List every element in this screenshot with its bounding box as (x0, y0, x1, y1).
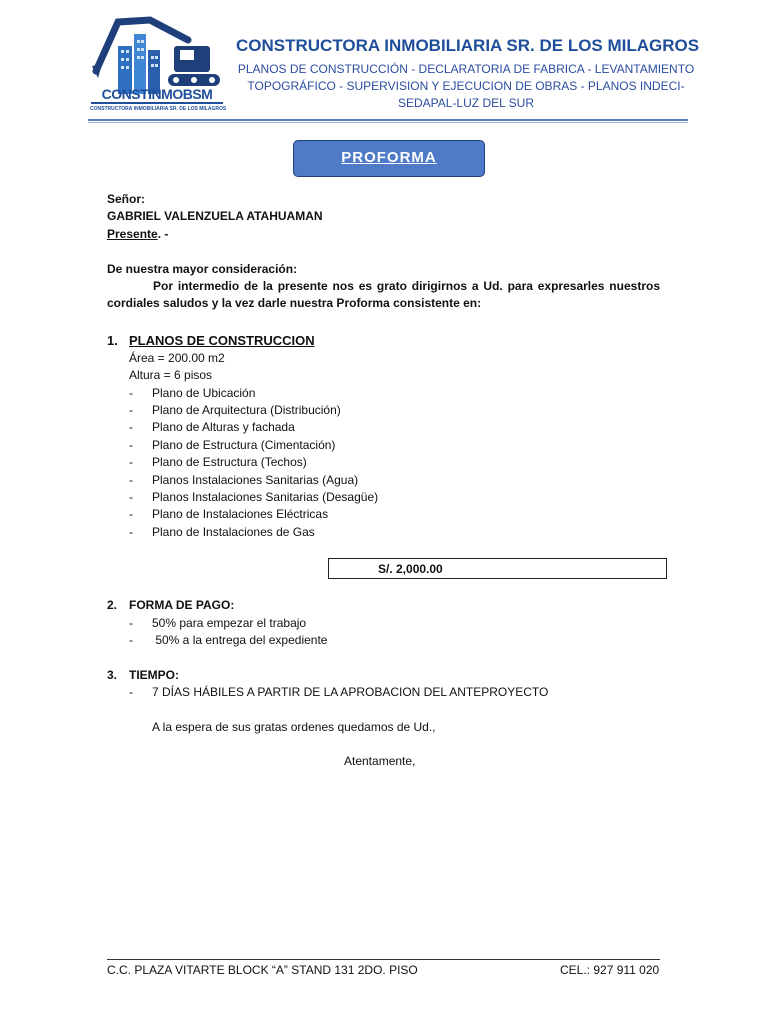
timeline-item: 7 DÍAS HÁBILES A PARTIR DE LA APROBACION DEL ANTEPROYECTO (152, 685, 549, 699)
signoff: Atentamente, (344, 754, 416, 768)
list-bullet: - (129, 473, 133, 487)
list-item: Plano de Instalaciones Eléctricas (152, 507, 329, 521)
list-bullet: - (129, 438, 133, 452)
greeting: De nuestra mayor consideración: (107, 262, 298, 276)
tagline-line-1: PLANOS DE CONSTRUCCIÓN - DECLARATORIA DE FABRICA - LEVANTAMIENTO (237, 62, 695, 76)
list-item: Plano de Ubicación (152, 386, 256, 400)
header-divider (88, 119, 688, 121)
header-divider-thin (88, 122, 688, 123)
tagline-line-3: SEDAPAL-LUZ DEL SUR (397, 96, 535, 110)
salutation: Señor: (107, 192, 146, 206)
section-1-number: 1. (107, 333, 118, 348)
list-item: Plano de Estructura (Techos) (152, 455, 307, 469)
closing-line: A la espera de sus gratas ordenes quedamos de Ud., (152, 720, 436, 734)
payment-item: 50% a la entrega del expediente (152, 633, 328, 647)
section-3-heading: TIEMPO: (129, 668, 179, 682)
document-title: PROFORMA (341, 149, 437, 166)
height-spec: Altura = 6 pisos (129, 368, 213, 382)
presente-word: Presente (107, 227, 158, 241)
list-item: Plano de Instalaciones de Gas (152, 525, 315, 539)
recipient-name: GABRIEL VALENZUELA ATAHUAMAN (107, 209, 323, 223)
logo-wordmark: CONSTINMOBSM (91, 86, 223, 104)
price-value: S/. 2,000.00 (378, 562, 443, 576)
list-bullet: - (129, 525, 133, 539)
list-item: Plano de Estructura (Cimentación) (152, 438, 336, 452)
section-3-number: 3. (107, 668, 118, 682)
intro-paragraph (107, 278, 660, 312)
tagline-line-2: TOPOGRÁFICO - SUPERVISION Y EJECUCION DE OBRAS - PLANOS INDECI- (247, 79, 685, 93)
list-bullet: - (129, 386, 133, 400)
intro-body: Por intermedio de la presente nos es grato dirigirnos a Ud. para expresarles nuestros cordiales saludos y la vez darle nuestra Proforma consistente en: (107, 279, 660, 310)
area-spec: Área = 200.00 m2 (129, 351, 225, 365)
list-item: Planos Instalaciones Sanitarias (Agua) (152, 473, 359, 487)
footer-divider (107, 959, 660, 960)
list-item: Plano de Alturas y fachada (152, 420, 295, 434)
list-bullet: - (129, 455, 133, 469)
footer-address: C.C. PLAZA VITARTE BLOCK “A” STAND 131 2DO. PISO (107, 963, 418, 977)
company-services (236, 61, 696, 112)
list-bullet: - (129, 685, 133, 699)
section-2-heading: FORMA DE PAGO: (129, 598, 235, 612)
list-bullet: - (129, 490, 133, 504)
presente-line (107, 226, 168, 243)
list-bullet: - (129, 616, 133, 630)
list-bullet: - (129, 633, 133, 647)
logo-subtext: CONSTRUCTORA INMOBILIARIA SR. DE LOS MILAGROS (90, 106, 227, 112)
list-bullet: - (129, 420, 133, 434)
list-bullet: - (129, 507, 133, 521)
presente-suffix: . - (157, 227, 169, 241)
company-name: CONSTRUCTORA INMOBILIARIA SR. DE LOS MILAGROS (236, 36, 700, 55)
footer-phone: CEL.: 927 911 020 (560, 963, 660, 977)
section-1-heading: PLANOS DE CONSTRUCCION (129, 333, 315, 348)
list-bullet: - (129, 403, 133, 417)
list-item: Planos Instalaciones Sanitarias (Desagüe) (152, 490, 379, 504)
list-item: Plano de Arquitectura (Distribución) (152, 403, 341, 417)
section-2-number: 2. (107, 598, 118, 612)
payment-item: 50% para empezar el trabajo (152, 616, 307, 630)
